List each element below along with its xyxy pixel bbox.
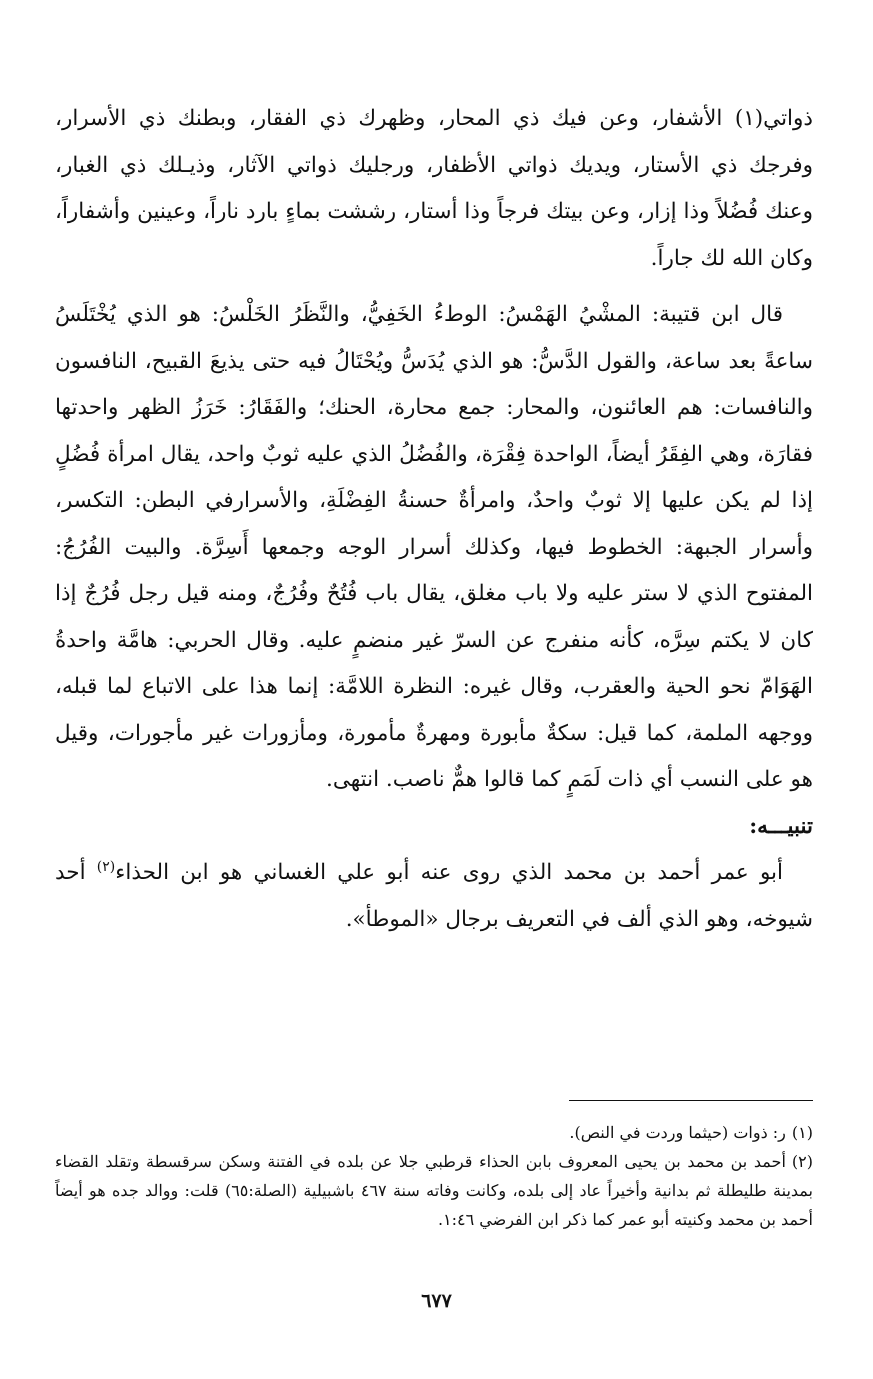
section-heading: تنبيـــه: xyxy=(749,813,813,839)
paragraph-1: ذواتي(١) الأشفار، وعن فيك ذي المحار، وظهرك ذي الفقار، وبطنك ذي الأسرار، وفرجك ذي الأستار، ويديك ذواتي الأظفار، ورجليك ذواتي الآثار، وذيـلك ذي الغبار، وعنك فُضُلاً وذا إزار، وعن بيتك فرجاً وذا أستار، رششت بماءٍ بارد ناراً، وعينين وأشفاراً، وكان الله لك جاراً. xyxy=(55,106,813,271)
footnote-1-text: ر: ذوات (حيثما وردت في النص). xyxy=(569,1123,786,1142)
page-number: ٦٧٧ xyxy=(421,1290,452,1312)
footnotes xyxy=(55,1118,813,1234)
footnote-1 xyxy=(55,1118,813,1147)
footnote-1-number: (١) xyxy=(791,1123,813,1142)
paragraph-2: قال ابن قتيبة: المشْيُ الهَمْسُ: الوطءُ الخَفِيُّ، والنَّظَرُ الخَلْسُ: هو الذي يُخْتَلَسُ ساعةً بعد ساعة، والقول الدَّسُّ: هو الذي يُدَسُّ ويُحْتَالُ فيه حتى يذيعَ القبيح، النافسون والنافسات: هم العائنون، والمحار: جمع محارة، الحنك؛ والفَقَارُ: خَرَزُ الظهر واحدتها فقارَة، وهي الفِقَرُ أيضاً، الواحدة فِقْرَة، والفُضُلُ الذي عليه ثوبٌ واحد، يقال امرأة فُضُلٍ إذا لم يكن عليها إلا ثوبٌ واحدٌ، وامرأةٌ حسنةُ الفِضْلَةِ، والأسرارفي البطن: التكسر، وأسرار الجبهة: الخطوط فيها، وكذلك أسرار الوجه وجمعها أَسِرَّة. والبيت الفُرُجُ: المفتوح الذي لا ستر عليه ولا باب مغلق، يقال باب فُتُحٌ وفُرُجٌ، ومنه قيل رجل فُرُجٌ إذا كان لا يكتم سِرَّه، كأنه منفرج عن السرّ غير منضمٍ عليه. وقال الحربي: هامَّة واحدةُ الهَوَامّ نحو الحية والعقرب، وقال غيره: النظرة اللامَّة: إنما هذا على الاتباع لما قبله، ووجهه الملمة، كما قيل: سكةٌ مأبورة ومهرةٌ مأمورة، ومأزورات غير مأجورات، وقيل هو على النسب أي ذات لَمَمٍ كما قالوا همٌّ ناصب. انتهى. xyxy=(55,302,813,792)
footnote-2-text: أحمد بن محمد بن يحيى المعروف بابن الحذاء قرطبي جلا عن بلده في الفتنة وسكن سرقسطة وتقلد القضاء بمدينة طليطلة ثم بدانية وأخيراً عاد إلى بلده، وكانت وفاته سنة ٤٦٧ باشبيلية (الصلة:٦٥) قلت: ووالد جده هو أيضاً أحمد بن محمد وكنيته أبو عمر كما ذكر ابن الفرضي ١:٤٦. xyxy=(55,1152,814,1229)
paragraph-3 xyxy=(55,850,813,943)
footnote-2-number: (٢) xyxy=(791,1152,813,1171)
footnote-2 xyxy=(55,1147,813,1234)
footnote-separator xyxy=(569,1100,813,1101)
paragraph-3-main: أبو عمر أحمد بن محمد الذي روى عنه أبو علي الغساني هو ابن الحذاء xyxy=(115,860,784,885)
paragraph-3-rest: أحد شيوخه، وهو الذي ألف في التعريف برجال «الموطأ». xyxy=(55,860,813,932)
footnote-marker: (٢) xyxy=(96,858,116,875)
main-text xyxy=(55,96,813,943)
